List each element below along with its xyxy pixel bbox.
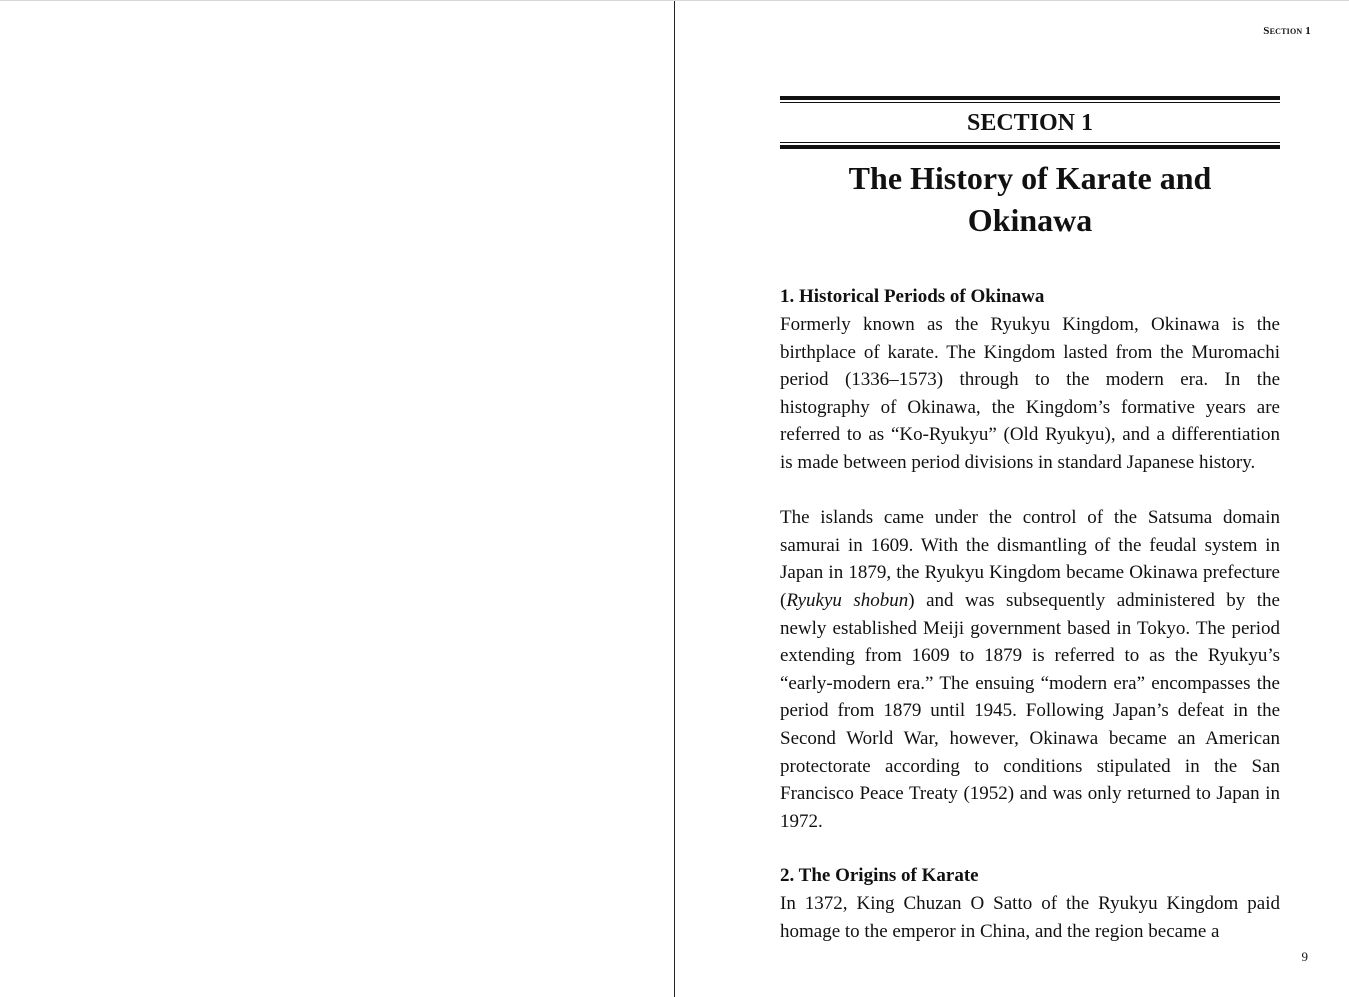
chapter-title: The History of Karate and Okinawa <box>848 160 1212 238</box>
paragraph-2-text-b: ) and was subsequently administered by the newly established Meiji government based in Tokyo. The period extending from 1609 to 1879 is referred to as the Ryukyu’s “early-modern era.” The ensuing “modern era” encompasses the period from 1879 until 1945. Following Japan’s defeat in the Second World War, however, Okinawa became an American protectorate according to conditions stipulated in the San Francisco Peace Treaty (1952) and was only returned to Japan in 1972. <box>780 589 1280 832</box>
ryukyu-shobun-term: Ryukyu shobun <box>786 589 909 611</box>
top-double-rule <box>780 96 1280 103</box>
section-heading-1: 1. Historical Periods of Okinawa <box>780 286 1045 307</box>
section-heading-2: 2. The Origins of Karate <box>780 865 979 887</box>
paragraph-2 <box>780 504 1280 835</box>
paragraph-3: In 1372, King Chuzan O Satto of the Ryukyu Kingdom paid homage to the emperor in China, and the region became a <box>780 893 1280 942</box>
page-content <box>780 96 1280 945</box>
running-head: Section 1 <box>1263 25 1311 37</box>
paragraph-2-text-a: The islands came under the control of the Satsuma domain samurai in 1609. With the dismantling of the feudal system in Japan in 1879, the Ryukyu Kingdom became Okinawa prefecture ( <box>780 507 1280 611</box>
section-label: SECTION 1 <box>966 110 1094 136</box>
bottom-double-rule <box>780 142 1280 149</box>
left-page-blank <box>0 1 674 997</box>
page-number: 9 <box>1301 949 1308 964</box>
right-page <box>675 1 1349 997</box>
paragraph-1: Formerly known as the Ryukyu Kingdom, Okinawa is the birthplace of karate. The Kingdom lasted from the Muromachi period (1336–1573) through to the modern era. In the histography of Okinawa, the Kingdom’s formative years are referred to as “Ko-Ryukyu” (Old Ryukyu), and a differentiation is made between period divisions in standard Japanese history. <box>780 314 1280 473</box>
